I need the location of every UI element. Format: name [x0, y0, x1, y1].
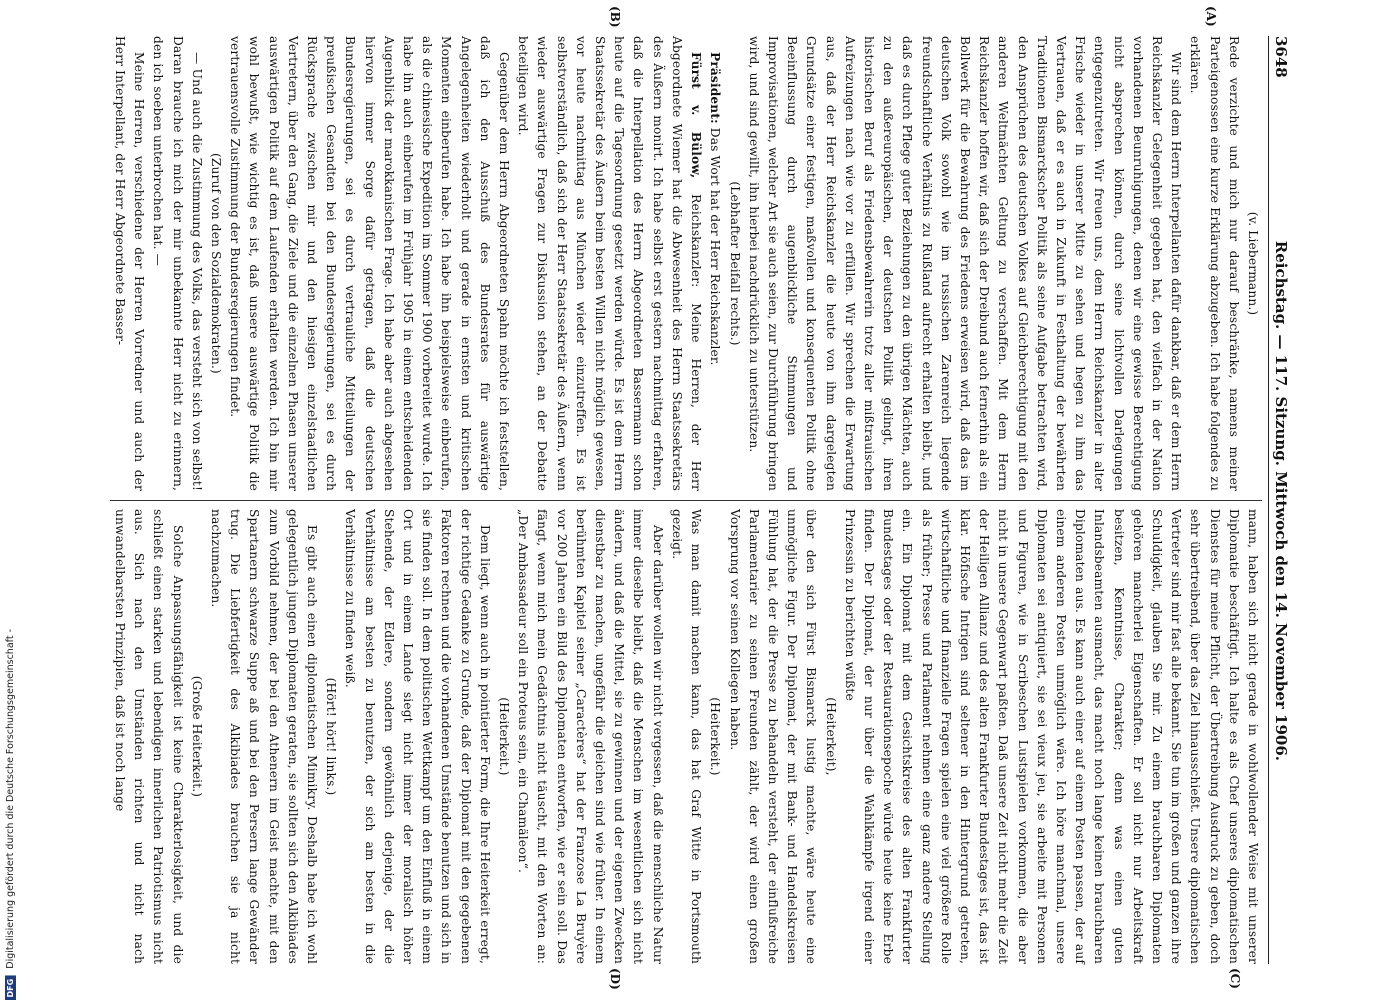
- paragraph: Solche Anpassungsfähigkeit ist keine Charakterlosigkeit, und die schließt einen starken und lebendigen innerlichen Patriotismus nicht aus. Sich nach den Umständen richten und nicht nach unwandelbarsten Prinzipien, daß ist noch lange: [113, 509, 185, 964]
- paragraph: Es gibt auch einen diplomatischen Mimikry. Deshalb habe ich wohl gelegentlich jungen Diplomaten geraten, sie sollten sich den Alkibiades zum Vorbild nehmen, der bei den Athenern im Geist machte, mit den Spartanern schwarze Suppe aß und bei den Persern lange Gewänder trug. Die Liebfertigkeit des Alkibiades brauchen sie ja nicht nachzumachen.: [209, 509, 320, 964]
- president-speaker: Präsident:: [708, 52, 723, 124]
- paragraph: Meine Herren, verschiedene der Herren Vorredner und auch der Herr Interpellant, der Herr Abgeordnete Basser-: [113, 36, 147, 491]
- president-text: Das Wort hat der Herr Reichskanzler.: [708, 127, 723, 366]
- margin-marker-a: (A): [1204, 6, 1218, 27]
- running-title: Reichstag. — 117. Sitzung. Mittwoch den 14. November 1906.: [1272, 240, 1290, 761]
- applause-note: (Lebhafter Beifall rechts.): [727, 181, 742, 346]
- paragraph: Aber darüber wollen wir nicht vergessen, daß die menschliche Natur immer dieselbe bleibt, daß die Menschen im wesentlichen sich nicht ändern, und daß die Mittel, sie zu gewinnen und der eigenen Zwecken dienstbar zu machen, ungefähr die gleichen sind wie früher. In einem berühmten Kapitel seiner „Caractères“ hat der Franzose La Bruyère vor 200 Jahren ein Bild des Diplomaten entworfen, wie er sein soll. Das fängt, wenn mich mein Gedächtnis nicht täuscht, mit den Worten an: „Der Ambassadeur soll ein Proteus sein, ein Chamäleon“.: [516, 509, 665, 964]
- laughter-note: (Heiterkeit.): [497, 697, 512, 776]
- paragraph: — Und auch die Zustimmung des Volks, das versteht sich von selbst! Daran brauche ich mich der mir unbekannte Herr nicht zu erinnern, den ich soeben unterbrochen hat. —: [151, 36, 204, 491]
- laughter-note: (Große Heiterkeit.): [189, 675, 204, 798]
- margin-marker-b: (B): [608, 6, 622, 28]
- paragraph: Gegenüber dem Herrn Abgeordneten Spahn möchte ich feststellen, daß ich den Ausschuß des Bundesrates für auswärtige Angelegenheiten wiederholt und gerade in ernsten und kritischen Momenten einberufen habe. Ich habe ihn beispielsweise einberufen, als die chinesische Expedition im Sommer 1900 vorbereitet wurde. Ich habe ihn auch einberufen im Frühjahr 1905 in einem entscheidenden Augenblick der marokkanischen Frage. Ich habe aber auch abgesehen hiervon immer Sorge dafür getragen, daß die deutschen Bundesregierungen, sei es durch vertrauliche Mitteilungen der preußischen Gesandten bei den Bundesregierungen, sei es durch Rücksprache zwischen mir und den hiesigen einzelstaatlichen Vertretern, über den Gang, die Ziele und die einzelnen Phasen unserer auswärtigen Politik auf dem Laufenden erhalten werden. Ich bin mir wohl bewußt, wie wichtig es ist, daß unsere auswärtige Politik die vertrauensvolle Zustimmung der Bundesregierungen findet.: [228, 36, 512, 491]
- paragraph: Was man damit machen kann, das hat Graf Witte in Portsmouth gezeigt.: [669, 509, 704, 964]
- margin-marker-d: (D): [608, 968, 622, 990]
- text-columns: [110, 6, 1262, 990]
- page-header: [1268, 36, 1290, 964]
- chancellor-text: Reichskanzler: Meine Herren, der Herr Abgeordnete Wiemer hat die Abwesenheit des Herrn Staatssekretärs des Äußern monirt. Ich habe selbst erst gestern nachmittag erfahren, daß die Interpellation des Herrn Abgeordneten Bassermann schon heute auf die Tagesordnung gesetzt werden würde. Es ist dem Herrn Staatssekretär des Äußern beim besten Willen nicht möglich gewesen, vor heute nachmittag aus München wieder einzutreffen. Es ist selbstverständlich, daß sich der Herr Staatssekretär des Äußern, wenn wieder auswärtige Fragen zur Diskussion stehen, an der Debatte beteiligen wird.: [516, 36, 704, 491]
- speaker-tag: (v. Liebermann.): [1246, 211, 1260, 316]
- paragraph: über den sich Fürst Bismarck lustig machte, wäre heute eine unmögliche Figur. Der Diplomat, der mit Bank- und Handelskreisen Fühlung hat, der die Presse zu behandeln versteht, der einflußreiche Parlamentarier zu seinen Freunden zählt, der wird einen großen Vorsprung vor seinen Kollegen haben.: [727, 509, 819, 964]
- laughter-note: (Heiterkeit.): [708, 697, 723, 776]
- paragraph: Wir sind dem Herrn Interpellanten dafür dankbar, daß er dem Herrn Reichskanzler Gelegenheit gegeben hat, den vielfach in der Nation vorhandenen Beunruhigungen, denen wir eine gewisse Berechtigung nicht absprechen können, durch seine lichtvollen Darlegungen entgegenzutreten. Wir freuen uns, dem Herrn Reichskanzler in alter Frische wieder in unserer Mitte zu sehen und hegen zu ihm das Vertrauen, daß er es auch in Zukunft in Festhaltung der bewährten Traditionen Bismarckscher Politik als seine Aufgabe betrachten wird, den Ansprüchen des deutschen Volkes auf Gleichberechtigung mit den anderen Weltmächten Geltung zu verschaffen. Mit dem Herrn Reichskanzler hoffen wir, daß sich der Dreibund auch fernerhin als ein Bollwerk für die Bewahrung des Friedens erweisen wird, daß das im deutschen Volk sowohl wie im russischen Zarenreich liegende freundschaftliche Verhältnis zu Rußland aufrecht erhalten bleibt, und daß es durch Pflege guter Beziehungen zu den übrigen Mächten, auch zu den außereuropäischen, der deutschen Politik gelingt, ihren historischen Beruf als Friedensbewahrerin trotz aller mißtrauischen Aufreizungen nach wie vor zu erfüllen. Wir sprechen die Erwartung aus, daß der Herr Reichskanzler die heute von ihm dargelegten Grundsätze einer festigen, maßvollen und konsequenten Politik ohne Beeinflussung durch augenblickliche Stimmungen und Improvisationen, welcher Art sie auch seien, zur Durchführung bringen wird, und sind gewillt, ihn hierbei nachdrücklich zu unterstützen.: [746, 36, 1184, 491]
- chancellor-speaker: Fürst v. Bülow,: [689, 52, 704, 179]
- dfg-logo: DFG: [5, 975, 16, 1000]
- president-line: [705, 36, 724, 491]
- column-divider: [110, 500, 1262, 501]
- margin-marker-c: (C): [1228, 968, 1242, 989]
- paragraph: mann, haben sich nicht gerade in wohlwollender Weise mit unserer Diplomatie beschäftigt. Ich halte es als Chef unseres diplomatischen Dienstes für meine Pflicht, der Übertreibung Ausdruck zu geben, doch sehr übertreibend, über das Ziel hinausschießt. Unsere diplomatischen Vertreter sind mir fast alle bekannt. Sie tun im großen und ganzen ihre Schuldigkeit, glauben Sie mir. Zu einem brauchbaren Diplomaten gehören mancherlei Eigenschaften. Er soll nicht nur Arbeitskraft besitzen, Kenntnisse, Charakter; denn was einen guten Inlandsbeamten ausmacht, das macht noch lange keinen brauchbaren Diplomaten aus. Es kann auch einer auf einem Posten passen, der auf einem anderen Posten unmöglich wäre. Ich höre manchmal, unsere Diplomaten sei antiquiert, sie sei vieux jeu, sie arbeite mit Personen und Figuren, wie in Scribeschen Lustspielen vorkommen, die aber nicht in unsere Gegenwart paßten. Daß unsere Zeit nicht mehr die Zeit der Heiligen Allianz und des alten Frankfurter Bundestages ist, das ist klar. Höfische Intrigen sind seltener in den Hintergrund getreten, wirtschaftliche und finanzielle Fragen spielen eine viel größere Rolle als früher; Presse und Parlament nehmen eine ganz andere Stellung ein. Ein Diplomat mit dem Gesichtskreise des alten Frankfurter Bundestages oder der Restaurationsepoche würde heute keine Erbe finden. Der Diplomat, der nur über die Wahlkämpfe irgend einer Prinzessin zu berichten wüßte: [842, 509, 1260, 964]
- credit-text: Digitalisierung gefördert durch die Deutsche Forschungsgemeinschaft -: [4, 628, 16, 969]
- page-number: 3648: [1272, 36, 1290, 78]
- paragraph: Rede verzichte und mich nur darauf beschränke, namens meiner Parteigenossen eine kurze Erklärung abzugeben. Ich habe folgendes zu erklären.: [1188, 36, 1241, 491]
- interjection: (Hört! hört! links.): [324, 677, 339, 796]
- interjection: (Zuruf von den Sozialdemokraten.): [209, 153, 224, 374]
- chancellor-line: [513, 36, 705, 491]
- left-column: [110, 36, 1262, 491]
- paragraph: Dem liegt, wenn auch in pointierter Form, die Ihre Heiterkeit erregt, der richtige Gedanke zu Grunde, daß der Diplomat mit den gegebenen Faktoren rechnen und die vorhandenen Umstände benutzen und sich in sie finden soll. In dem politischen Wettkampf um den Einfluß in einem Ort und in einem Lande siegt nicht immer der moralisch höher Stehende, der Edlere, sondern gewöhnlich derjenige, der die Verhältnisse am besten zu benutzen, der sich am besten in die Verhältnisse zu finden weiß.: [343, 509, 492, 964]
- laughter-note: (Heiterkeit),: [823, 697, 838, 776]
- right-column: [110, 509, 1262, 964]
